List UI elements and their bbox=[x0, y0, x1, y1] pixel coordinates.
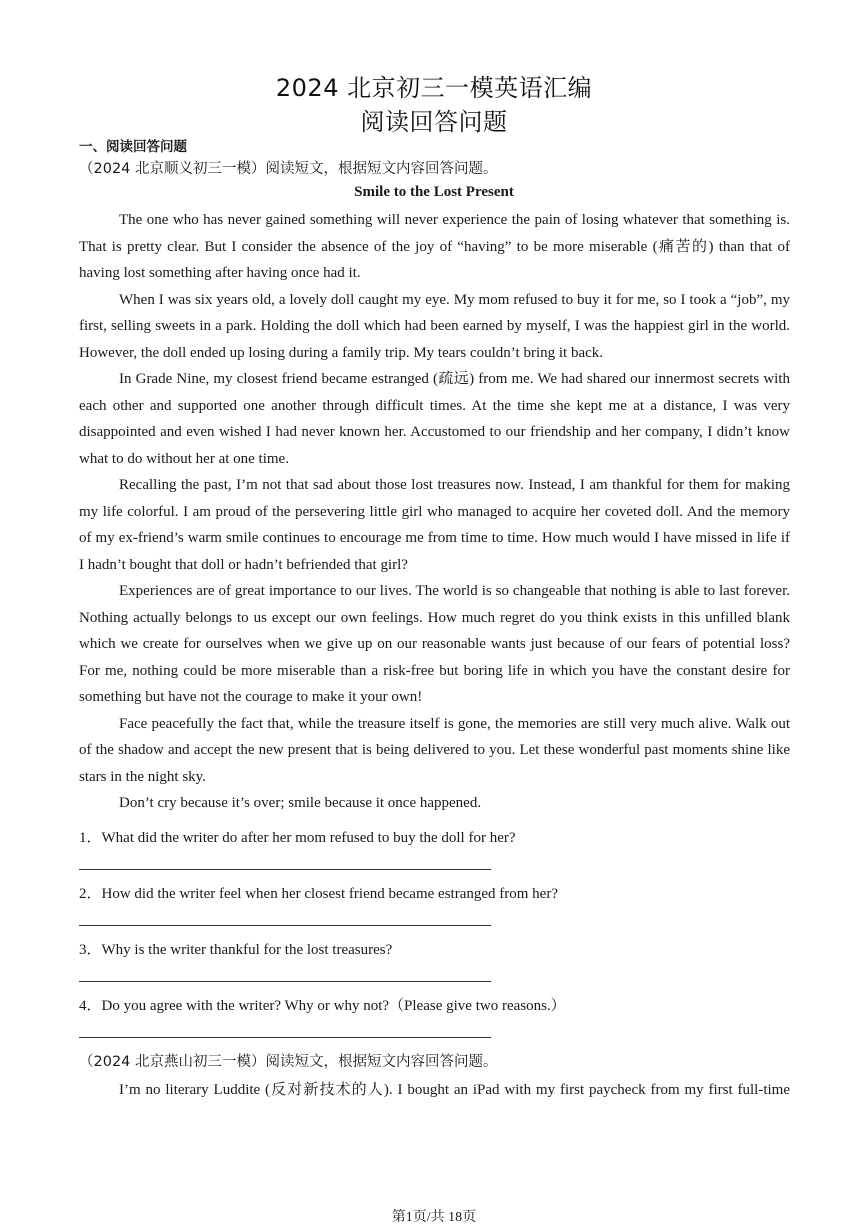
paragraph: Experiences are of great importance to our lives. The world is so changeable that nothing is able to last forever. Nothing actually belongs to us except our own feelings. How much regret do you think exists in this unfilled blank which we create for ourselves when we give up on our reasonable wants just because of our fears of potential loss? For me, nothing could be more miserable than a risk-free but boring life in which you have the constant desire for something but have not the courage to make it your own! bbox=[79, 583, 790, 705]
passage2-body bbox=[79, 1077, 790, 1104]
paragraph: Don’t cry because it’s over; smile because it once happened. bbox=[119, 795, 482, 811]
paragraph: Recalling the past, I’m not that sad about those lost treasures now. Instead, I am thankful for them for making my life colorful. I am proud of the persevering little girl who managed to acquire her coveted doll. And the memory of my ex-friend’s warm smile continues to encourage me from time to time. How much would I have missed in life if I hadn’t bought that doll or hadn’t befriended that girl? bbox=[79, 477, 790, 573]
question-1: 1．What did the writer do after her mom refused to buy the doll for her? bbox=[79, 830, 516, 846]
passage2-source: （2024 北京燕山初三一模）阅读短文，根据短文内容回答问题。 bbox=[79, 1054, 498, 1070]
passage1-title: Smile to the Lost Present bbox=[354, 184, 514, 200]
answer-line-2 bbox=[79, 925, 491, 926]
passage1-body bbox=[79, 207, 790, 817]
answer-line-3 bbox=[79, 981, 491, 982]
question-3: 3．Why is the writer thankful for the lost treasures? bbox=[79, 942, 393, 958]
doc-title: 2024 北京初三一模英语汇编 bbox=[275, 74, 593, 102]
doc-subtitle: 阅读回答问题 bbox=[360, 108, 508, 136]
page-number: 第1页/共 18页 bbox=[391, 1210, 477, 1225]
question-2: 2．How did the writer feel when her closest friend became estranged from her? bbox=[79, 886, 558, 902]
paragraph: Face peacefully the fact that, while the treasure itself is gone, the memories are still very much alive. Walk out of the shadow and accept the new present that is being delivered to you. Let these wonderful past moments shine like stars in the night sky. bbox=[79, 715, 790, 785]
paragraph: When I was six years old, a lovely doll caught my eye. My mom refused to buy it for me, so I took a “job”, my first, selling sweets in a park. Holding the doll which had been earned by myself, I was the happiest girl in the world. However, the doll ended up losing during a family trip. My tears couldn’t bring it back. bbox=[79, 291, 790, 361]
section-heading: 一、阅读回答问题 bbox=[79, 139, 187, 155]
paragraph: The one who has never gained something will never experience the pain of losing whatever that something is. That is pretty clear. But I consider the absence of the joy of “having” to be more miserable (痛苦的) than that of having lost something after having once had it. bbox=[79, 212, 790, 281]
passage1-source: （2024 北京顺义初三一模）阅读短文，根据短文内容回答问题。 bbox=[79, 161, 498, 177]
paragraph: I’m no literary Luddite (反对新技术的人). I bought an iPad with my first paycheck from my first full-time bbox=[119, 1082, 790, 1098]
paragraph: In Grade Nine, my closest friend became estranged (疏远) from me. We had shared our innermost secrets with each other and supported one another through difficult times. At the time she kept me at a distance, I was very disappointed and even wished I had never known her. Accustomed to our friendship and her company, I didn’t know what to do without her at one time. bbox=[79, 371, 790, 467]
answer-line-1 bbox=[79, 869, 491, 870]
answer-line-4 bbox=[79, 1037, 491, 1038]
question-4: 4．Do you agree with the writer? Why or why not?（Please give two reasons.） bbox=[79, 998, 566, 1014]
